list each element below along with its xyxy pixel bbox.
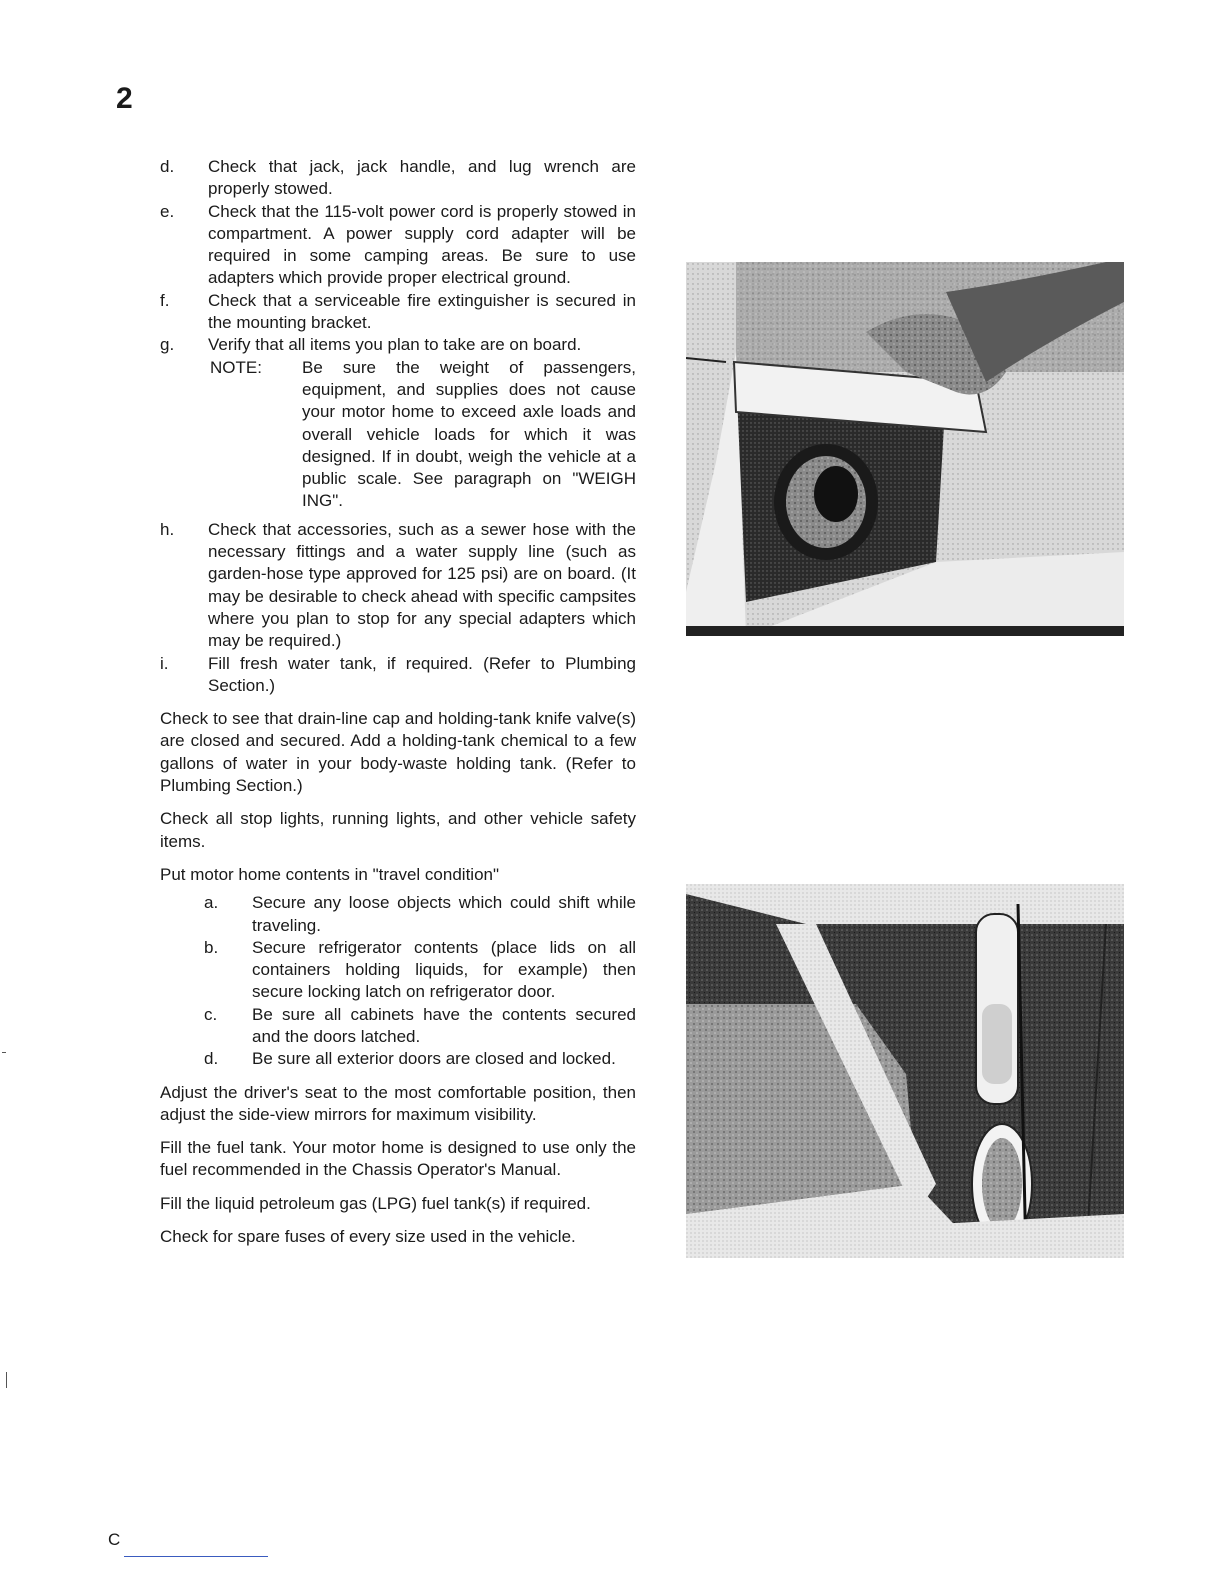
list-text: Check that a serviceable fire extinguisher is secured in the mounting bracket. [208, 290, 636, 333]
mirror-photo-graphic [686, 884, 1124, 1258]
fuel-paragraph: Fill the fuel tank. Your motor home is designed to use only the fuel recommended in the Chassis Operator's Manual. [160, 1138, 636, 1180]
list-label: f. [160, 290, 170, 310]
travel-paragraph: Put motor home contents in "travel condition" [160, 864, 500, 884]
list-text: Check that accessories, such as a sewer hose with the necessary fittings and a water supply line (such as garden-hose type approved for 125 psi) are on board. (It may be desirable to check ahead with specific campsites where you plan to stop for any special adapters which may be required.) [208, 519, 636, 651]
list-text: Be sure all cabinets have the contents secured and the doors latched. [252, 1004, 636, 1046]
list-item [204, 1048, 636, 1070]
photo-compartment-hose [686, 262, 1124, 636]
list-label: i. [160, 653, 169, 673]
drain-paragraph: Check to see that drain-line cap and holding-tank knife valve(s) are closed and secured. Add a holding-tank chemical to a few gallons of water in your body-waste holding tank. (Refer to Plumbing Section.) [160, 709, 636, 796]
scan-mark [2, 1052, 6, 1053]
list-label: b. [204, 937, 219, 957]
list-item [160, 201, 636, 290]
list-item [204, 1004, 636, 1049]
list-item [204, 892, 636, 937]
note-text: Be sure the weight of passengers, equipment, and supplies does not cause your motor home to exceed axle loads and overall vehicle loads for which it was designed. If in doubt, weigh the vehicle at a public scale. See paragraph on "WEIGH ING". [302, 357, 636, 511]
scan-mark [6, 1372, 7, 1388]
list-item [160, 653, 636, 698]
main-text-column [160, 156, 636, 1248]
footer-letter: C [108, 1530, 121, 1549]
list-text: Secure refrigerator contents (place lids on all containers holding liquids, for example) then secure locking latch on refrigerator door. [252, 937, 636, 1002]
list-text: Be sure all exterior doors are closed and locked. [252, 1049, 616, 1069]
lpg-paragraph: Fill the liquid petroleum gas (LPG) fuel tank(s) if required. [160, 1193, 591, 1213]
list-label: e. [160, 201, 175, 221]
page-number: 2 [116, 82, 134, 115]
list-text: Verify that all items you plan to take are on board. [208, 335, 582, 355]
list-label: d. [160, 157, 175, 176]
compartment-photo-graphic [686, 262, 1124, 636]
fuses-paragraph: Check for spare fuses of every size used in the vehicle. [160, 1227, 576, 1247]
list-label: h. [160, 519, 175, 539]
list-text: Fill fresh water tank, if required. (Refer to Plumbing Section.) [208, 653, 636, 695]
photo-side-mirror [686, 884, 1124, 1258]
list-item [160, 290, 636, 335]
list-label: g. [160, 335, 175, 355]
lights-paragraph: Check all stop lights, running lights, and other vehicle safety items. [160, 809, 636, 851]
list-text: Secure any loose objects which could shift while traveling. [252, 893, 636, 935]
list-item [160, 519, 636, 653]
list-label: c. [204, 1004, 218, 1024]
list-item [204, 937, 636, 1004]
list-label: a. [204, 893, 219, 913]
weight-note [210, 357, 636, 513]
footer-rule [124, 1556, 268, 1557]
list-text: Check that the 115-volt power cord is properly stowed in compartment. A power supply cord adapter will be required in some camping areas. Be sure to use adapters which provide proper electrical ground. [208, 201, 636, 288]
list-item [160, 156, 636, 201]
list-label: d. [204, 1049, 219, 1069]
list-text: Check that jack, jack handle, and lug wrench are properly stowed. [208, 157, 636, 199]
list-item [160, 334, 636, 356]
seat-paragraph: Adjust the driver's seat to the most comfortable position, then adjust the side-view mirrors for maximum visibility. [160, 1082, 636, 1124]
note-label: NOTE: [210, 357, 262, 377]
